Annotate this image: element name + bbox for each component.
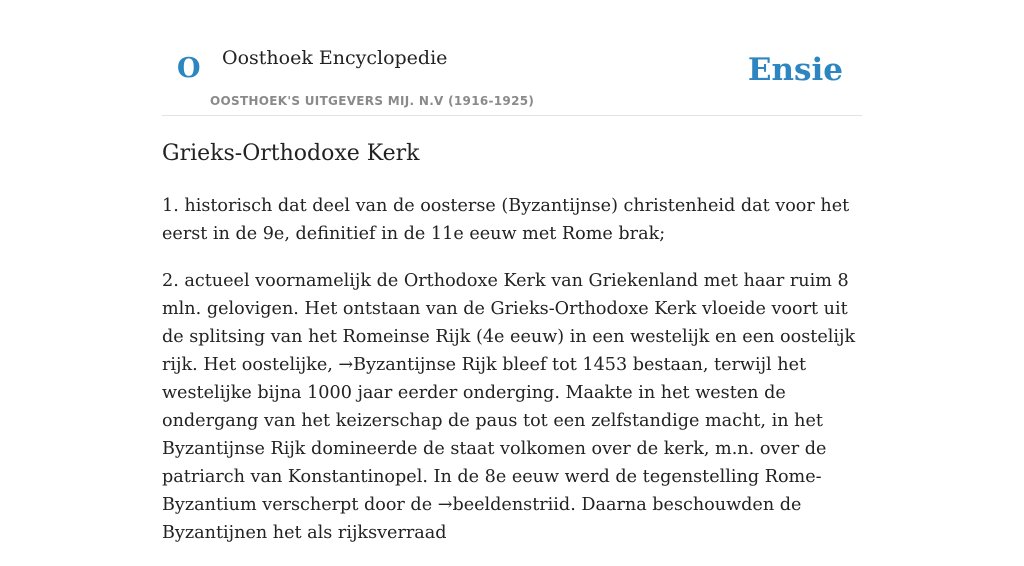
ensie-logo-link[interactable]: Ensie bbox=[747, 52, 843, 88]
definition-paragraph-1: 1. historisch dat deel van de oosterse (Byzantijnse) christenheid dat voor het eerst in de 9e, definitief in de 11e eeuw met Rome brak; bbox=[162, 196, 850, 244]
page bbox=[162, 0, 862, 543]
book-logo[interactable]: O bbox=[177, 53, 201, 84]
book-title[interactable]: Oosthoek Encyclopedie bbox=[222, 47, 448, 69]
entry-title: Grieks-Orthodoxe Kerk bbox=[162, 141, 420, 166]
header bbox=[162, 0, 862, 116]
cross-reference-link[interactable]: →Byzantijnse Rijk bbox=[338, 355, 497, 375]
paragraph-text: . Daarna beschouwden de Byzantijnen het als rijksverraad bbox=[162, 495, 802, 543]
entry-body bbox=[162, 192, 862, 566]
paragraph-text: 2. actueel voornamelijk de Orthodoxe Kerk van Griekenland met haar ruim 8 mln. gelovigen. Het ontstaan van de Grieks-Orthodoxe Kerk vloeide voort uit de splitsing van het Romeinse Rijk (4e eeuw) in een westelijk en een oostelijk rijk. Het oostelijke, bbox=[162, 271, 856, 375]
definition-paragraph-2 bbox=[162, 267, 862, 547]
cross-reference-link[interactable]: →beeldenstriid bbox=[437, 495, 571, 515]
book-subtitle: OOSTHOEK'S UITGEVERS MIJ. N.V (1916-1925) bbox=[210, 94, 535, 108]
paragraph-text: bleef tot 1453 bestaan, terwijl het westelijke bijna 1000 jaar eerder onderging. Maakte in het westen de ondergang van het keizerschap de paus tot een zelfstandige macht, in het Byzantijnse Rijk domineerde de staat volkomen over de kerk, m.n. over de patriarch van Konstantinopel. In de 8e eeuw werd de tegenstelling Rome-Byzantium verscherpt door de bbox=[162, 355, 827, 515]
